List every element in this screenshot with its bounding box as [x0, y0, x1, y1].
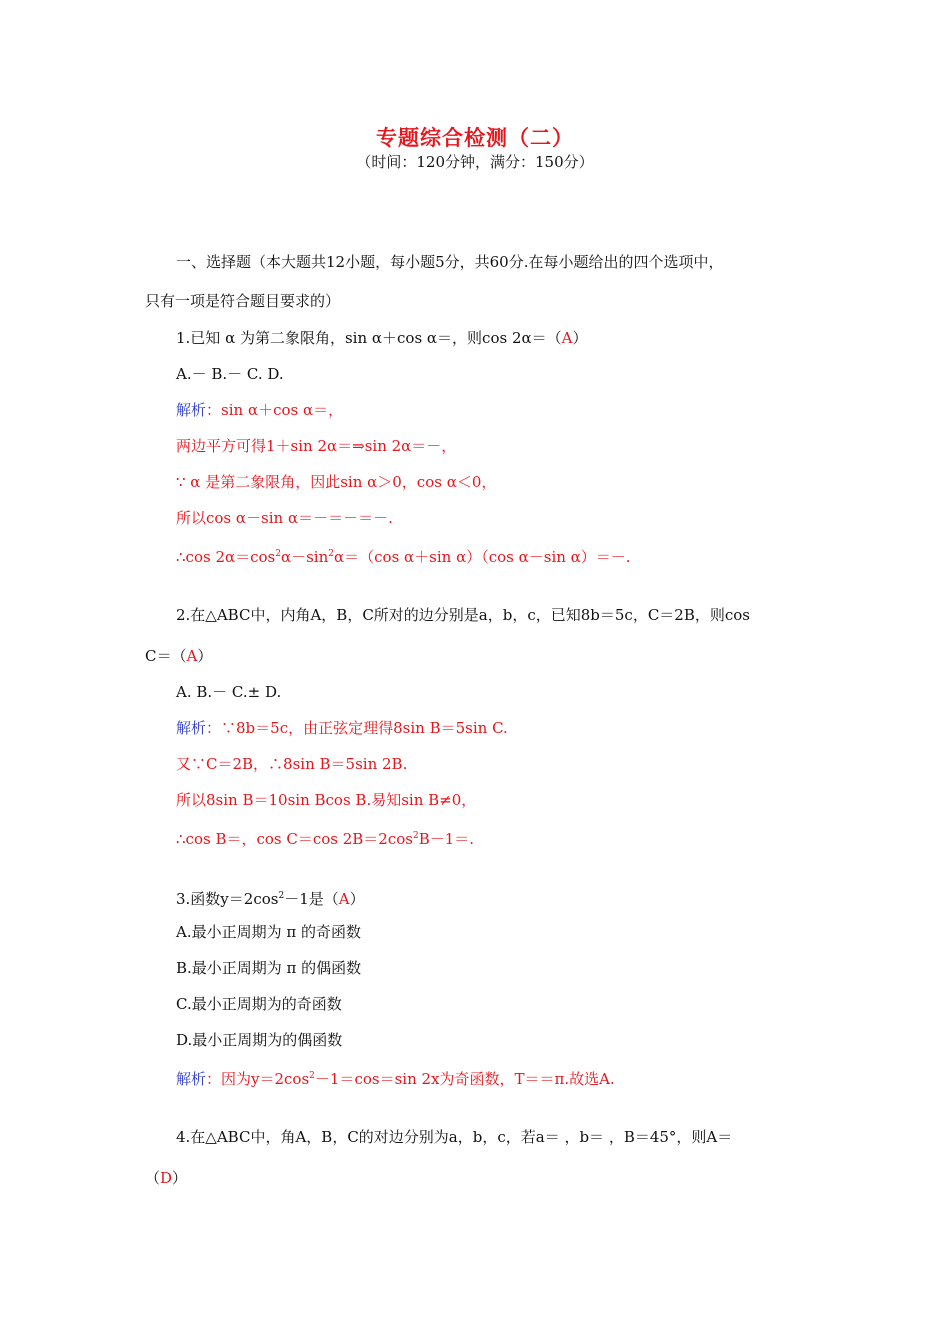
superscript: 2 — [412, 831, 419, 841]
question-1-solution-line-2: 两边平方可得1＋sin 2α＝⇒sin 2α＝－， — [176, 437, 457, 455]
question-1-solution-line-5 — [176, 544, 631, 567]
question-2-stem-cont — [145, 646, 212, 666]
question-2-options: A. B.－ C.± D. — [176, 683, 282, 701]
solution-text: ：∵8b＝5c，由正弦定理得8sin B＝5sin C. — [206, 719, 508, 737]
solution-label: 解析 — [176, 401, 207, 419]
question-3-option-c: C.最小正周期为的奇函数 — [176, 995, 342, 1013]
superscript: 2 — [275, 549, 281, 559]
question-1-solution-line-3: ∵ α 是第二象限角，因此sin α＞0，cos α＜0， — [176, 473, 497, 491]
question-1-stem-end: ） — [572, 329, 588, 347]
question-1-answer: A — [561, 329, 573, 347]
question-4-stem-end: ） — [172, 1169, 188, 1187]
question-3-text: －1是（ — [284, 890, 339, 908]
question-3-answer: A — [338, 890, 350, 908]
page-subtitle: （时间：120分钟，满分：150分） — [356, 153, 594, 171]
solution-text-part: α－sin — [280, 548, 329, 566]
question-4-stem: 4.在△ABC中，角A，B，C的对边分别为a，b，c，若a＝ ，b＝ ，B＝45°，则A＝ — [176, 1128, 733, 1146]
superscript: 2 — [278, 891, 285, 901]
question-4-text: （ — [145, 1169, 161, 1187]
question-3-stem — [176, 886, 365, 909]
question-1-options: A.－ B.－ C. D. — [176, 365, 284, 383]
question-2-text: C＝（ — [145, 647, 187, 665]
section-instructions-cont: 只有一项是符合题目要求的） — [145, 292, 341, 310]
solution-text-part: －1＝cos＝sin 2x为奇函数，T＝＝π.故选A. — [314, 1070, 615, 1088]
page-title: 专题综合检测（二） — [376, 126, 574, 150]
solution-text-part: α＝（cos α＋sin α）（cos α－sin α）＝－. — [334, 548, 631, 566]
question-3-stem-end: ） — [349, 890, 365, 908]
question-2-solution-line-4 — [176, 826, 474, 849]
solution-text-part: ∴cos 2α＝cos — [176, 548, 276, 566]
solution-text-part: B－1＝. — [418, 830, 475, 848]
question-2-solution-line-1 — [176, 718, 508, 738]
question-2-solution-line-2: 又∵C＝2B，∴8sin B＝5sin 2B. — [176, 755, 408, 773]
solution-text-part: ∴cos B＝，cos C＝cos 2B＝2cos — [176, 830, 413, 848]
question-2-stem-end: ） — [197, 647, 213, 665]
question-3-solution-line-1 — [176, 1066, 615, 1089]
question-3-option-a: A.最小正周期为 π 的奇函数 — [176, 923, 361, 941]
section-instructions: 一、选择题（本大题共12小题，每小题5分，共60分.在每小题给出的四个选项中， — [176, 253, 724, 271]
superscript: 2 — [328, 549, 335, 559]
question-4-stem-cont — [145, 1168, 187, 1188]
question-3-option-d: D.最小正周期为的偶函数 — [176, 1031, 343, 1049]
solution-label: 解析 — [176, 1070, 207, 1088]
solution-text-part: ：因为y＝2cos — [206, 1070, 310, 1088]
question-2-answer: A — [186, 647, 198, 665]
solution-text: ：sin α＋cos α＝， — [206, 401, 344, 419]
question-4-answer: D — [160, 1169, 173, 1187]
question-3-text: 3.函数y＝2cos — [176, 890, 279, 908]
question-1-solution-line-4: 所以cos α－sin α＝－＝－＝－. — [176, 509, 393, 527]
question-2-stem: 2.在△ABC中，内角A，B，C所对的边分别是a，b，c，已知8b＝5c，C＝2B，则cos — [176, 606, 751, 624]
question-3-option-b: B.最小正周期为 π 的偶函数 — [176, 959, 362, 977]
question-1-text: 1.已知 α 为第二象限角，sin α＋cos α＝，则cos 2α＝（ — [176, 329, 562, 347]
superscript: 2 — [309, 1071, 315, 1081]
solution-label: 解析 — [176, 719, 207, 737]
question-2-solution-line-3: 所以8sin B＝10sin Bcos B.易知sin B≠0， — [176, 791, 477, 809]
question-1-solution-line-1 — [176, 400, 343, 420]
question-1-stem — [176, 328, 588, 348]
